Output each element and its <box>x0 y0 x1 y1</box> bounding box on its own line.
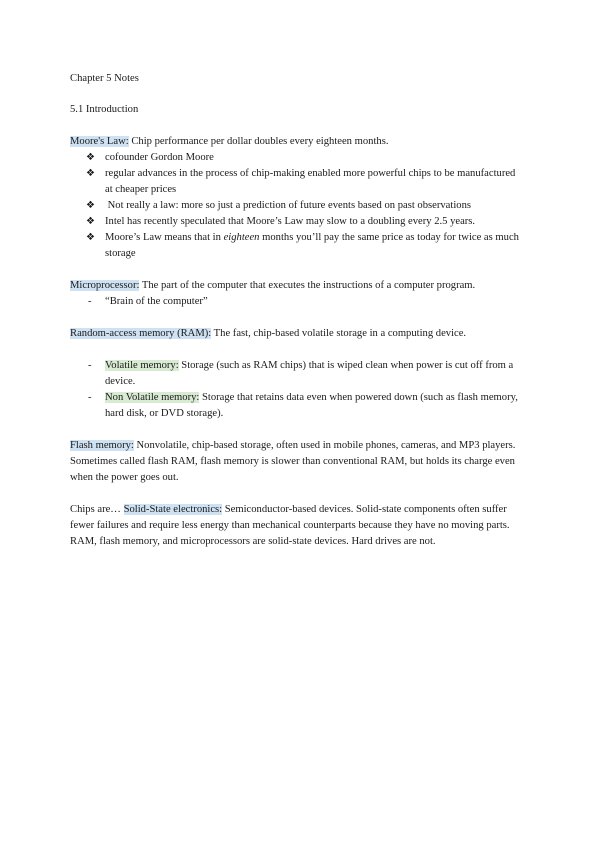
list-item: - Non Volatile memory: Storage that retains data even when powered down (such as flash memory, hard disk, or DVD storage). <box>88 392 518 419</box>
solid-state-text: Semiconductor-based devices. Solid-state components often suffer fewer failures and require less energy than mechanical counterparts because they have no moving parts. RAM, flash memory, and microprocessors are solid-state devices. Hard drives are not. <box>70 504 510 547</box>
ram-text: The fast, chip-based volatile storage in a computing device. <box>211 328 467 339</box>
list-item: ❖ Intel has recently speculated that Moore’s Law may slow to a doubling every 2.5 years. <box>70 214 525 230</box>
dash-bullet: - <box>88 360 92 371</box>
non-volatile-memory-term: Non Volatile memory: <box>105 392 200 403</box>
solid-state-prefix: Chips are… <box>70 504 124 515</box>
ram-term: Random-access memory (RAM): <box>70 328 212 339</box>
diamond-bullet-icon: ❖ <box>86 200 95 211</box>
list-item: ❖ regular advances in the process of chip-making enabled more powerful chips to be manufactured at cheaper prices <box>86 168 516 195</box>
moores-law-text: Chip performance per dollar doubles every eighteen months. <box>128 136 389 147</box>
flash-memory-text: Nonvolatile, chip-based storage, often used in mobile phones, cameras, and MP3 players. Sometimes called flash RAM, flash memory is slower than conventional RAM, but holds its charge even when the power goes out. <box>70 440 516 483</box>
document-page <box>70 71 525 550</box>
microprocessor-bullets <box>70 294 525 310</box>
microprocessor-term: Microprocessor: <box>70 280 140 291</box>
moores-law-bullets <box>70 150 525 262</box>
microprocessor-definition <box>70 278 525 294</box>
diamond-bullet-icon: ❖ <box>86 152 95 163</box>
page-title: Chapter 5 Notes <box>70 73 139 84</box>
dash-bullet: - <box>88 392 92 403</box>
list-item: - “Brain of the computer” <box>70 294 525 310</box>
list-item: ❖ Not really a law: more so just a prediction of future events based on past observations <box>70 198 525 214</box>
diamond-bullet-icon: ❖ <box>86 232 95 243</box>
microprocessor-text: The part of the computer that executes the instructions of a computer program. <box>139 280 476 291</box>
ram-definition <box>70 326 525 342</box>
diamond-bullet-icon: ❖ <box>86 216 95 227</box>
list-item: ❖ Moore’s Law means that in eighteen months you’ll pay the same price as today for twice as much storage <box>86 232 519 259</box>
moores-law-term: Moore's Law: <box>70 136 129 147</box>
flash-memory-definition <box>70 438 525 486</box>
solid-state-definition <box>70 502 525 550</box>
list-item: ❖ cofounder Gordon Moore <box>70 150 525 166</box>
flash-memory-term: Flash memory: <box>70 440 134 451</box>
volatile-memory-term: Volatile memory: <box>105 360 179 371</box>
dash-bullet: - <box>88 296 92 307</box>
section-heading: 5.1 Introduction <box>70 104 139 115</box>
solid-state-term: Solid-State electronics: <box>123 504 223 515</box>
list-item: - Volatile memory: Storage (such as RAM chips) that is wiped clean when power is cut off from a device. <box>88 360 514 387</box>
moores-law-definition <box>70 134 525 150</box>
ram-bullets <box>70 358 525 422</box>
diamond-bullet-icon: ❖ <box>86 168 95 179</box>
